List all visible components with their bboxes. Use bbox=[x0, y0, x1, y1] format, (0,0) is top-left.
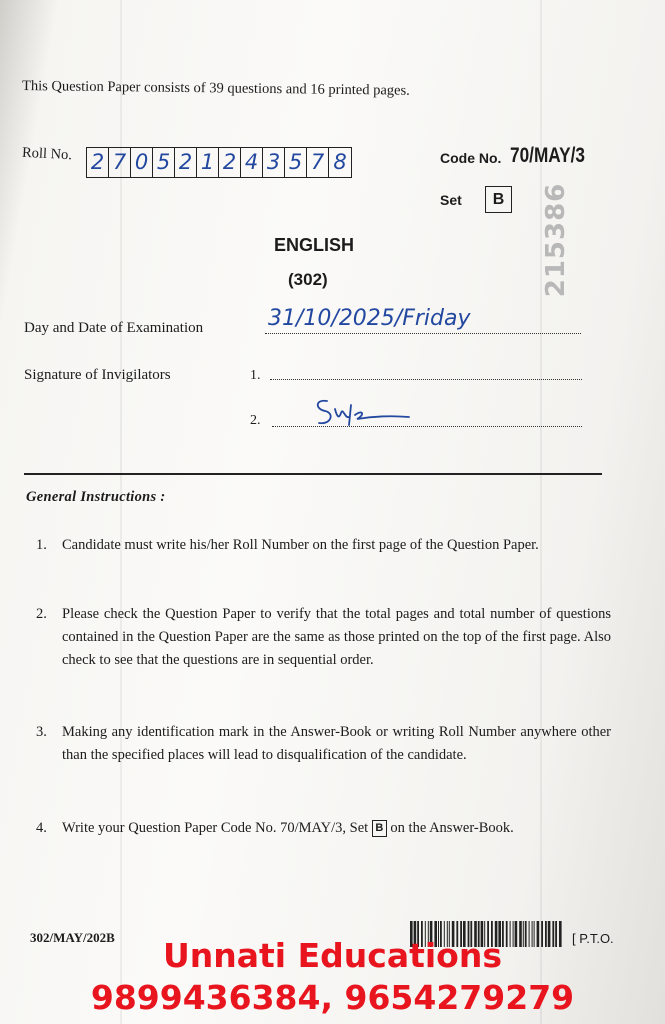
instruction-text-part: Write your Question Paper Code No. 70/MAY/3, Set bbox=[62, 820, 372, 836]
roll-number-label: Roll No. bbox=[21, 144, 73, 164]
roll-digit-box: 2 bbox=[219, 148, 241, 177]
roll-digit-box: 0 bbox=[131, 148, 153, 177]
subject-name: ENGLISH bbox=[274, 235, 355, 255]
roll-digit-box: 2 bbox=[87, 148, 109, 177]
set-label: Set bbox=[440, 192, 462, 208]
invigilator-1-line bbox=[270, 379, 582, 380]
section-divider bbox=[24, 473, 602, 475]
set-value-box: B bbox=[485, 186, 512, 213]
instruction-text: Please check the Question Paper to verify that the total pages and total number of questions contained in the Question Paper are the same as those printed on the top of the first page. Also check to see that the questions are in sequential order. bbox=[62, 606, 611, 669]
code-label: Code No. bbox=[440, 150, 502, 166]
exam-date-dotted-line bbox=[265, 333, 581, 334]
roll-digit-box: 5 bbox=[153, 148, 175, 177]
pto-label: [ P.T.O. bbox=[572, 931, 614, 946]
invigilator-signature-label: Signature of Invigilators bbox=[24, 367, 171, 383]
footer-paper-code: 302/MAY/202B bbox=[30, 930, 115, 945]
instruction-item bbox=[36, 534, 611, 557]
exam-date-handwritten: 31/10/2025/Friday bbox=[268, 306, 471, 331]
instruction-number: 2. bbox=[36, 606, 47, 622]
subject-code: (302) bbox=[288, 270, 328, 289]
roll-digit-box: 4 bbox=[241, 148, 263, 177]
watermark-brand: Unnati Educations bbox=[162, 936, 502, 975]
general-instructions-title: General Instructions : bbox=[26, 489, 166, 505]
code-value: 70/MAY/3 bbox=[510, 144, 585, 167]
instruction-text: Candidate must write his/her Roll Number on the first page of the Question Paper. bbox=[62, 537, 539, 553]
instruction-text bbox=[62, 817, 611, 840]
watermark-phone-numbers: 9899436384, 9654279279 bbox=[90, 978, 575, 1017]
instruction-item bbox=[36, 721, 611, 767]
invigilator-signature bbox=[305, 395, 415, 431]
instruction-item bbox=[36, 603, 611, 673]
roll-digit-box: 5 bbox=[285, 148, 307, 177]
instruction-number: 1. bbox=[36, 537, 47, 553]
instruction-text-part: on the Answer-Book. bbox=[386, 820, 514, 836]
roll-digit-box: 1 bbox=[197, 148, 219, 177]
serial-number: 215386 bbox=[541, 182, 571, 298]
roll-digit-box: 2 bbox=[175, 148, 197, 177]
roll-digit-box: 7 bbox=[109, 148, 131, 177]
paper-header-note: This Question Paper consists of 39 questions and 16 printed pages. bbox=[21, 78, 410, 99]
invigilator-1-number: 1. bbox=[250, 368, 261, 383]
exam-date-label: Day and Date of Examination bbox=[24, 320, 204, 336]
roll-digit-box: 3 bbox=[263, 148, 285, 177]
set-inline-box: B bbox=[372, 820, 387, 837]
instruction-number: 4. bbox=[36, 820, 47, 836]
roll-number-boxes bbox=[86, 147, 352, 178]
roll-digit-box: 7 bbox=[307, 148, 329, 177]
instruction-item bbox=[36, 817, 611, 840]
instruction-text: Making any identification mark in the Answer-Book or writing Roll Number anywhere other than the specified places will lead to disqualification of the candidate. bbox=[62, 724, 611, 764]
invigilator-2-number: 2. bbox=[250, 413, 261, 428]
roll-digit-box: 8 bbox=[333, 150, 347, 174]
instruction-number: 3. bbox=[36, 724, 47, 740]
